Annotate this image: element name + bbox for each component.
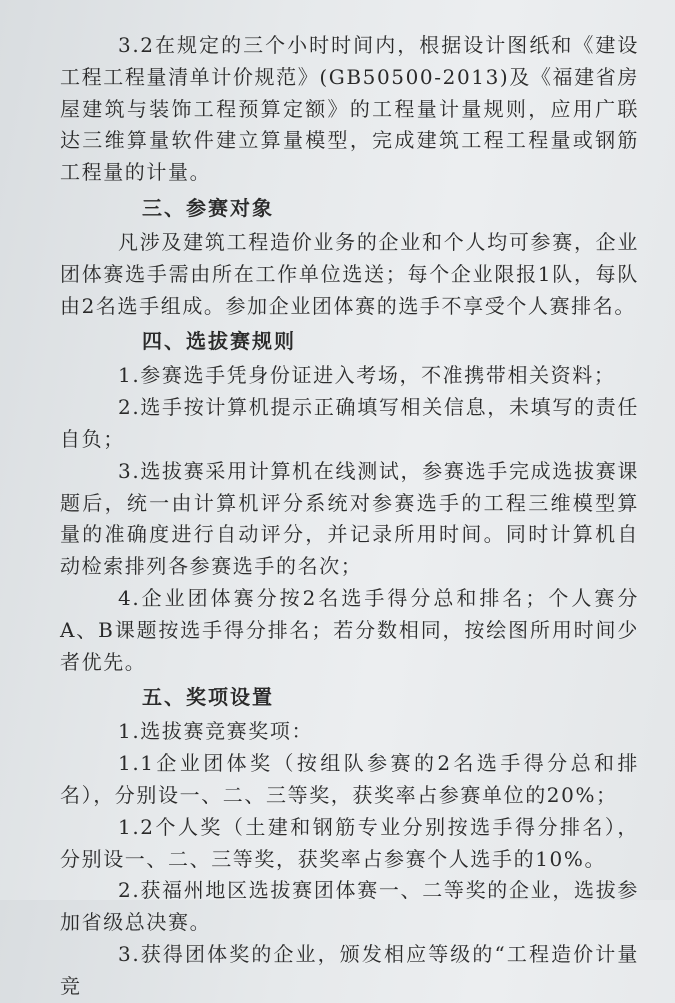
section-heading-participants: 三、参赛对象 (142, 195, 274, 220)
award-item-1-2: 1.2个人奖（土建和钢筋专业分别按选手得分排名），分别设一、二、三等奖，获奖率占参赛个人选手的10%。 (60, 814, 639, 871)
rule-item-1: 1.参赛选手凭身份证进入考场，不准携带相关资料； (118, 363, 616, 388)
award-item-1-1: 1.1企业团体奖（按组队参赛的2名选手得分总和排名），分别设一、二、三等奖，获奖率占参赛单位的20%； (60, 751, 639, 807)
award-item-1: 1.选拔赛竞赛奖项： (118, 719, 314, 744)
rule-item-2: 2.选手按计算机提示正确填写相关信息，未填写的责任自负； (60, 395, 639, 451)
award-item-3: 3.获得团体奖的企业，颁发相应等级的“工程造价计量竞 (60, 941, 639, 998)
paragraph-3-2: 3.2在规定的三个小时时间内，根据设计图纸和《建设工程工程量清单计价规范》(GB50500-2013)及《福建省房屋建筑与装饰工程预算定额》的工程量计量规则，应用广联达三维算量软件建立算量模型，完成建筑工程工程量或钢筋工程量的计量。 (60, 33, 639, 185)
section-heading-rules: 四、选拔赛规则 (142, 329, 296, 354)
rule-item-4: 4.企业团体赛分按2名选手得分总和排名；个人赛分A、B课题按选手得分排名；若分数相同，按绘图所用时间少者优先。 (60, 585, 639, 674)
section-heading-awards: 五、奖项设置 (142, 685, 274, 710)
rule-item-3: 3.选拔赛采用计算机在线测试，参赛选手完成选拔赛课题后，统一由计算机评分系统对参赛选手的工程三维模型算量的准确度进行自动评分，并记录所用时间。同时计算机自动检索排列各参赛选手的名次； (60, 458, 639, 579)
paragraph-participants: 凡涉及建筑工程造价业务的企业和个人均可参赛，企业团体赛选手需由所在工作单位选送；每个企业限报1队，每队由2名选手组成。参加企业团体赛的选手不享受个人赛排名。 (60, 229, 639, 318)
award-item-2: 2.获福州地区选拔赛团体赛一、二等奖的企业，选拔参加省级总决赛。 (60, 878, 639, 935)
